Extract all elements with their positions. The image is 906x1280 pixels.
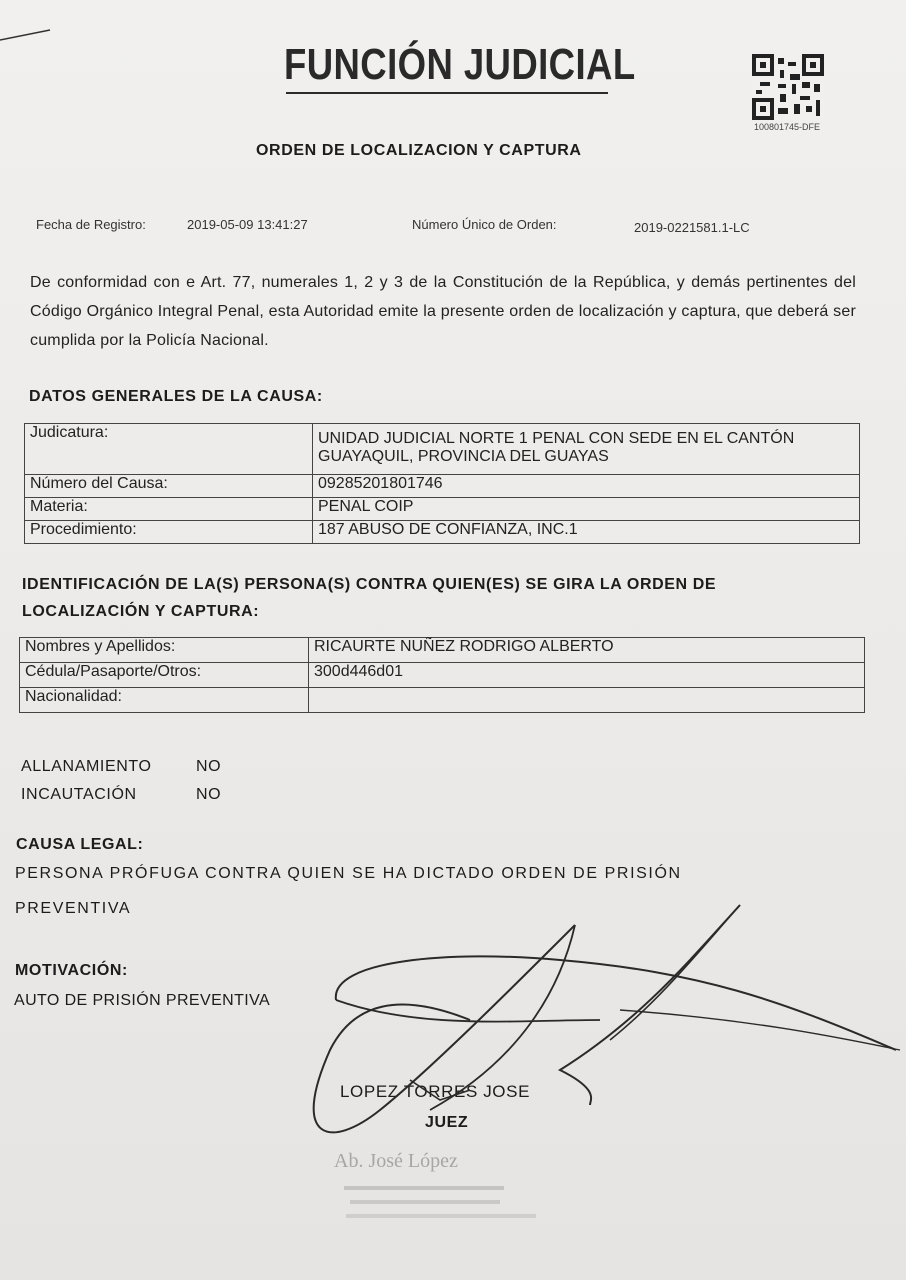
intro-paragraph: De conformidad con e Art. 77, numerales 1, 2 y 3 de la Constitución de la República, y demás pertinentes del Código Orgánico Integral Penal, esta Autoridad emite la presente orden de localización y captura, que deberá ser cumplida por la Policía Nacional. — [30, 274, 856, 349]
order-number-label: Número Único de Orden: — [412, 217, 557, 232]
registration-date-label: Fecha de Registro: — [36, 217, 146, 232]
table-row — [25, 475, 860, 498]
case-value-materia: PENAL COIP — [313, 498, 860, 521]
legal-cause-heading: CAUSA LEGAL: — [16, 836, 144, 853]
motivation-heading: MOTIVACIÓN: — [15, 962, 128, 979]
table-row — [25, 498, 860, 521]
case-label-procedimiento: Procedimiento: — [25, 521, 313, 544]
registration-date-value: 2019-05-09 13:41:27 — [187, 217, 308, 232]
stamp-line — [346, 1214, 536, 1218]
table-row — [25, 521, 860, 544]
case-label-materia: Materia: — [25, 498, 313, 521]
case-data-table — [24, 423, 860, 544]
table-row — [20, 663, 865, 688]
order-number-value: 2019-0221581.1-LC — [634, 220, 750, 235]
persons-table — [19, 637, 865, 713]
table-row — [25, 424, 860, 475]
signatory-name: LOPEZ TORRES JOSE — [340, 1082, 531, 1101]
case-value-procedimiento: 187 ABUSO DE CONFIANZA, INC.1 — [313, 521, 860, 544]
persons-heading-line1: IDENTIFICACIÓN DE LA(S) PERSONA(S) CONTRA QUIEN(ES) SE GIRA LA ORDEN DE — [22, 576, 717, 593]
legal-cause-line2: PREVENTIVA — [15, 900, 132, 917]
persons-heading-line2: LOCALIZACIÓN Y CAPTURA: — [22, 603, 260, 620]
table-row — [20, 688, 865, 713]
title-underline — [286, 92, 608, 94]
institution-title: FUNCIÓN JUDICIAL — [284, 40, 636, 89]
signatory-role: JUEZ — [425, 1114, 469, 1131]
person-label-nationality: Nacionalidad: — [20, 688, 309, 713]
stamp-line — [344, 1186, 504, 1190]
qr-code-caption: 100801745-DFE — [754, 122, 821, 132]
incautacion-value: NO — [196, 786, 222, 803]
qr-code-icon — [752, 54, 824, 120]
document-title: ORDEN DE LOCALIZACION Y CAPTURA — [256, 142, 582, 159]
motivation-text: AUTO DE PRISIÓN PREVENTIVA — [14, 992, 271, 1009]
case-data-heading: DATOS GENERALES DE LA CAUSA: — [29, 388, 323, 405]
allanamiento-label: ALLANAMIENTO — [21, 758, 152, 775]
incautacion-label: INCAUTACIÓN — [21, 786, 137, 803]
person-value-name: RICAURTE NUÑEZ RODRIGO ALBERTO — [309, 638, 865, 663]
person-label-name: Nombres y Apellidos: — [20, 638, 309, 663]
case-label-judicatura: Judicatura: — [25, 424, 313, 475]
stamp-line — [350, 1200, 500, 1204]
case-value-judicatura: UNIDAD JUDICIAL NORTE 1 PENAL CON SEDE EN EL CANTÓN GUAYAQUIL, PROVINCIA DEL GUAYAS — [313, 424, 860, 475]
legal-cause-line1: PERSONA PRÓFUGA CONTRA QUIEN SE HA DICTADO ORDEN DE PRISIÓN — [15, 865, 682, 882]
judge-stamp-text: Ab. José López — [334, 1150, 458, 1172]
person-value-id: 300d446d01 — [309, 663, 865, 688]
table-row — [20, 638, 865, 663]
allanamiento-value: NO — [196, 758, 222, 775]
person-value-nationality — [309, 688, 865, 713]
case-label-numero: Número del Causa: — [25, 475, 313, 498]
case-value-numero: 09285201801746 — [313, 475, 860, 498]
person-label-id: Cédula/Pasaporte/Otros: — [20, 663, 309, 688]
